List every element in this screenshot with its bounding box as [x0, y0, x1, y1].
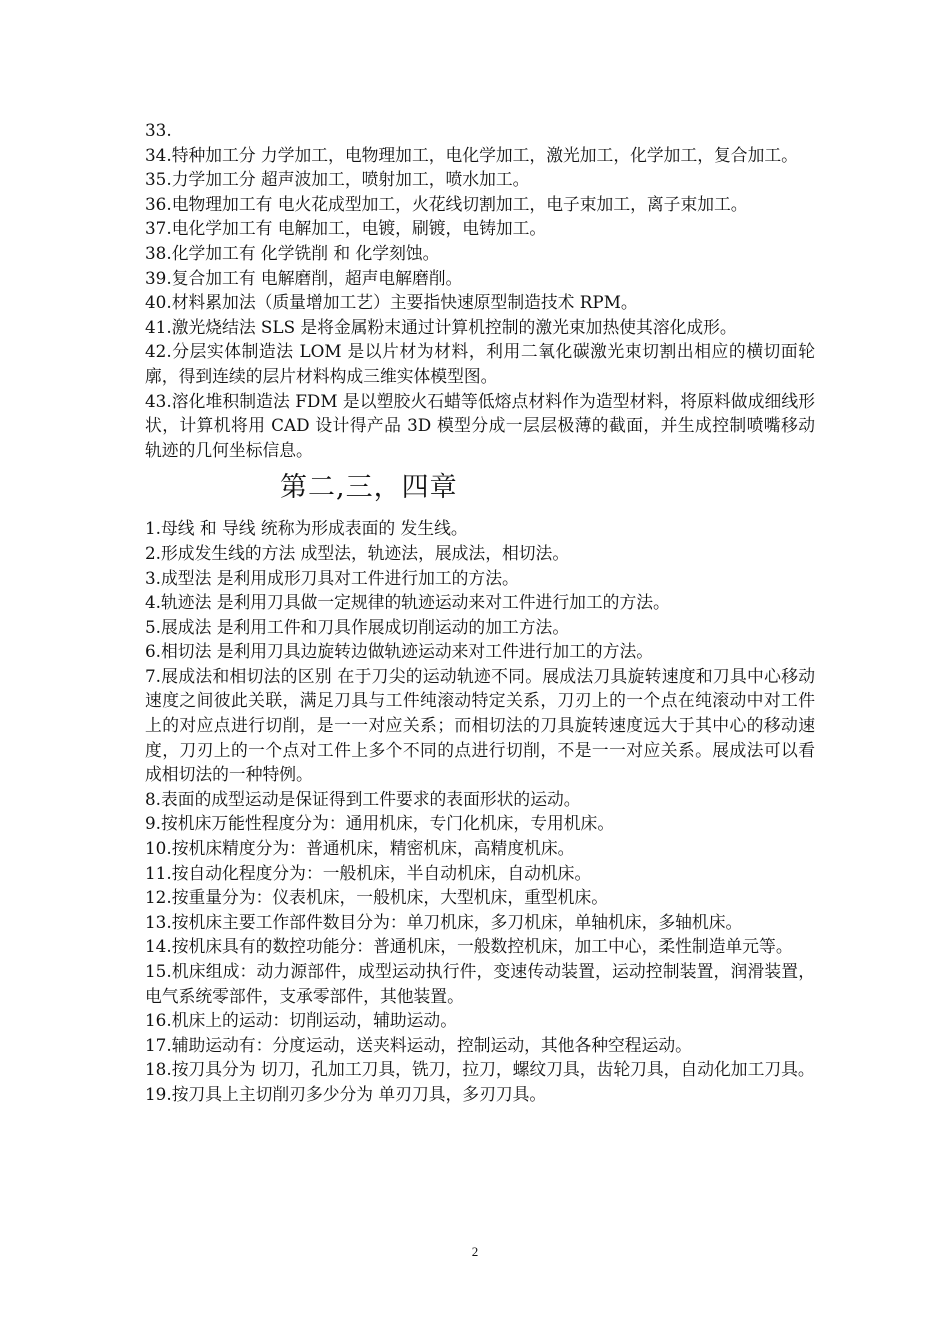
list-item: 19.按刀具上主切削刃多少分为 单刃刀具，多刃刀具。: [145, 1083, 547, 1104]
list-item: 43.溶化堆积制造法 FDM 是以塑胶火石蜡等低熔点材料作为造型材料，将原料做成细线形状，计算机将用 CAD 设计得产品 3D 模型分成一层层极薄的截面，并生成控制喷嘴移动轨迹的几何坐标信息。: [145, 390, 815, 460]
chapter-heading: 第二,三，四章: [280, 472, 458, 504]
list-item: 4.轨迹法 是利用刀具做一定规律的轨迹运动来对工件进行加工的方法。: [145, 592, 670, 613]
list-item: 6.相切法 是利用刀具边旋转边做轨迹运动来对工件进行加工的方法。: [145, 641, 654, 662]
list-item: 7.展成法和相切法的区别 在于刀尖的运动轨迹不同。展成法刀具旋转速度和刀具中心移动速度之间彼此关联，满足刀具与工件纯滚动特定关系，刀刃上的一个点在纯滚动中对工件上的对应点进行切削，是一一对应关系；而相切法的刀具旋转速度远大于其中心的移动速度，刀刃上的一个点对工件上多个不同的点进行切削，不是一一对应关系。展成法可以看成相切法的一种特例。: [145, 665, 815, 785]
section-1: [145, 118, 815, 462]
list-item: 18.按刀具分为 切刀，孔加工刀具，铣刀，拉刀，螺纹刀具，齿轮刀具，自动化加工刀具。: [145, 1059, 815, 1080]
list-item: 8.表面的成型运动是保证得到工件要求的表面形状的运动。: [145, 788, 581, 809]
list-item: 34.特种加工分 力学加工，电物理加工，电化学加工，激光加工，化学加工，复合加工。: [145, 144, 798, 165]
list-item: 15.机床组成：动力源部件，成型运动执行件，变速传动装置，运动控制装置，润滑装置，电气系统零部件，支承零部件，其他装置。: [145, 961, 815, 1006]
list-item: 2.形成发生线的方法 成型法，轨迹法，展成法，相切法。: [145, 542, 570, 563]
list-item: 5.展成法 是利用工件和刀具作展成切削运动的加工方法。: [145, 616, 570, 637]
section-2: [145, 516, 815, 1106]
list-item: 41.激光烧结法 SLS 是将金属粉末通过计算机控制的激光束加热使其溶化成形。: [145, 316, 737, 337]
list-item: 12.按重量分为：仪表机床，一般机床，大型机床，重型机床。: [145, 887, 609, 908]
list-item: 39.复合加工有 电解磨削，超声电解磨削。: [145, 267, 463, 288]
list-item: 38.化学加工有 化学铣削 和 化学刻蚀。: [145, 242, 440, 263]
list-item: 11.按自动化程度分为：一般机床，半自动机床，自动机床。: [145, 862, 592, 883]
list-item: 9.按机床万能性程度分为：通用机床，专门化机床，专用机床。: [145, 813, 615, 834]
list-item: 42.分层实体制造法 LOM 是以片材为材料，利用二氧化碳激光束切割出相应的横切面轮廓，得到连续的层片材料构成三维实体模型图。: [145, 341, 815, 386]
list-item: 10.按机床精度分为：普通机床，精密机床，高精度机床。: [145, 838, 575, 859]
page-number: 2: [471, 1244, 479, 1259]
list-item: 17.辅助运动有：分度运动，送夹料运动，控制运动，其他各种空程运动。: [145, 1034, 692, 1055]
list-item: 1.母线 和 导线 统称为形成表面的 发生线。: [145, 518, 468, 539]
list-item: 16.机床上的运动：切削运动，辅助运动。: [145, 1010, 457, 1031]
list-item: 3.成型法 是利用成形刀具对工件进行加工的方法。: [145, 567, 519, 588]
list-item: 13.按机床主要工作部件数目分为：单刀机床，多刀机床，单轴机床，多轴机床。: [145, 911, 743, 932]
list-item: 14.按机床具有的数控功能分：普通机床，一般数控机床，加工中心，柔性制造单元等。: [145, 936, 793, 957]
list-item: 37.电化学加工有 电解加工，电镀，刷镀，电铸加工。: [145, 218, 547, 239]
list-item: 40.材料累加法（质量增加工艺）主要指快速原型制造技术 RPM。: [145, 292, 638, 313]
list-item: 35.力学加工分 超声波加工，喷射加工，喷水加工。: [145, 169, 530, 190]
list-item: 36.电物理加工有 电火花成型加工，火花线切割加工，电子束加工，离子束加工。: [145, 193, 748, 214]
list-item: 33.: [145, 120, 172, 140]
document-body: [145, 118, 815, 1107]
